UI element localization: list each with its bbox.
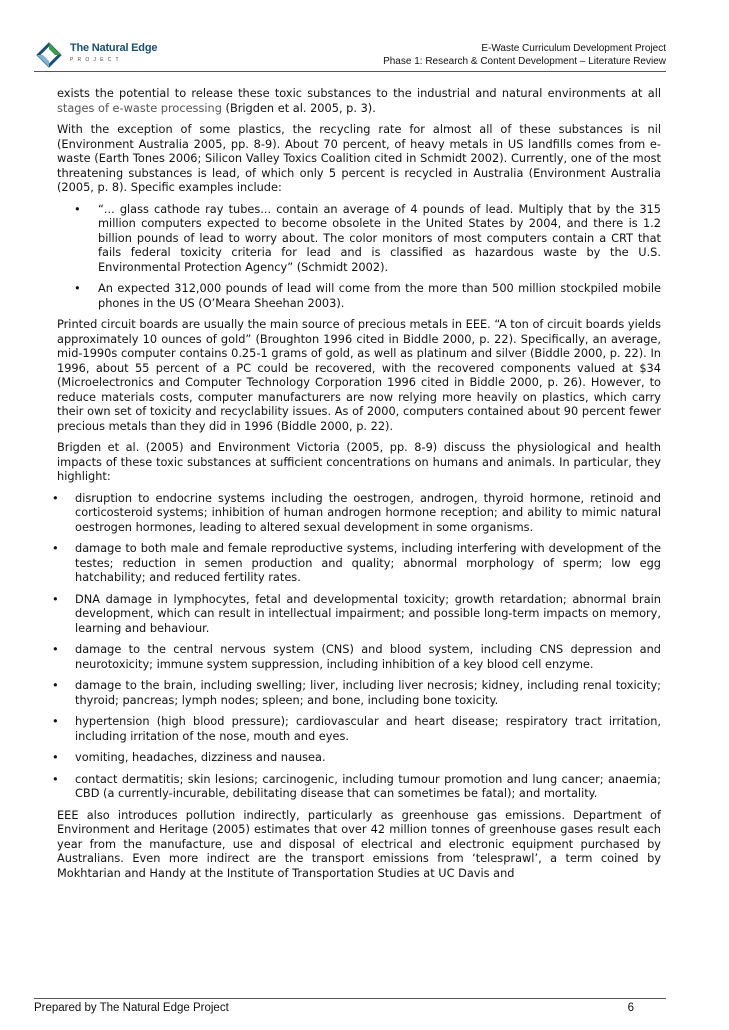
bullet-icon: • <box>52 642 59 656</box>
bullet-icon: • <box>74 281 81 295</box>
list-item-text: damage to the brain, including swelling; liver, including liver necrosis; kidney, including renal toxicity; thyroid; pancreas; lymph nodes; spleen; and bone, including bone toxicity. <box>75 678 661 707</box>
header-title-line-2: Phase 1: Research & Content Development – Literature Review <box>383 56 666 67</box>
header-title <box>383 42 666 68</box>
bullet-icon: • <box>52 591 59 606</box>
list-item-text: contact dermatitis; skin lesions; carcinogenic, including tumour promotion and lung cancer; anaemia; CBD (a currently-incurable, debilitating disease that can sometimes be fatal); and mortality. <box>75 771 661 800</box>
list-item <box>52 491 661 535</box>
document-body <box>52 86 661 887</box>
header-title-line-1: E-Waste Curriculum Development Project <box>481 43 666 54</box>
list-item <box>52 592 661 636</box>
paragraph-1-text: exists the potential to release these toxic substances to the industrial and natural environments at all <box>57 86 661 100</box>
paragraph-1-link-text: stages of e-waste processing <box>57 100 222 115</box>
footer-credit: Prepared by The Natural Edge Project <box>34 1002 229 1014</box>
list-item <box>52 714 661 743</box>
health-impacts-list <box>52 491 661 801</box>
paragraph-1-citation: (Brigden et al. 2005, p. 3). <box>221 100 376 115</box>
footer-divider <box>34 998 666 999</box>
list-item-text: An expected 312,000 pounds of lead will come from the more than 500 million stockpiled mobile phones in the US (O’Meara Sheehan 2003). <box>98 281 661 310</box>
list-item-text: damage to the central nervous system (CNS) and blood system, including CNS depression and neurotoxicity; immune system suppression, including inhibition of a key blood cell enzyme. <box>75 642 661 671</box>
bullet-icon: • <box>52 678 59 692</box>
examples-list <box>74 202 661 311</box>
list-item <box>74 202 661 275</box>
bullet-icon: • <box>52 750 59 764</box>
paragraph-4: Brigden et al. (2005) and Environment Victoria (2005, pp. 8-9) discuss the physiological and health impacts of these toxic substances at sufficient concentrations on humans and animals. In particular, they highlight: <box>57 440 661 483</box>
list-item-text: hypertension (high blood pressure); cardiovascular and heart disease; respiratory tract irritation, including irritation of the nose, mouth and eyes. <box>75 714 661 743</box>
bullet-icon: • <box>52 771 59 786</box>
list-item-text: damage to both male and female reproductive systems, including interfering with development of the testes; reduction in semen production and quality; abnormal morphology of sperm; low egg hatchability; and reduced fertility rates. <box>75 541 661 584</box>
page-number: 6 <box>627 1002 634 1014</box>
bullet-icon: • <box>52 714 59 728</box>
header-divider <box>34 71 666 72</box>
list-item <box>52 750 661 765</box>
list-item <box>74 281 661 310</box>
list-item <box>52 678 661 707</box>
paragraph-3: Printed circuit boards are usually the main source of precious metals in EEE. “A ton of circuit boards yields approximately 10 ounces of gold” (Broughton 1996 cited in Biddle 2000, p. 22). Specifically, an average, mid-1990s computer contains 0.25-1 grams of gold, as well as platinum and silver (Biddle 2000, p. 22). In 1996, about 55 percent of a PC could be recovered, with the recovered components valued at $34 (Microelectronics and Computer Technology Corporation 1996 cited in Biddle 2000, p. 26). However, to reduce materials costs, computer manufacturers are now relying more heavily on plastics, which carry their own set of toxicity and recyclability issues. As of 2000, computers contained about 90 percent fewer precious metals than they did in 1996 (Biddle 2000, p. 22). <box>57 317 661 433</box>
page-footer <box>34 998 666 1014</box>
logo-subtitle: PROJECT <box>70 57 123 63</box>
list-item <box>52 642 661 671</box>
list-item-text: disruption to endocrine systems including the oestrogen, androgen, thyroid hormone, retinoid and corticosteroid systems; inhibition of human androgen hormone reception; and ability to mimic natural oestrogen hormones, leading to altered sexual development in some organisms. <box>75 490 661 534</box>
page-header <box>34 38 666 72</box>
bullet-icon: • <box>52 490 59 505</box>
list-item-text: DNA damage in lymphocytes, fetal and developmental toxicity; growth retardation; abnormal brain development, which can result in intellectual impairment; and possible long-term impacts on memory, learning and behaviour. <box>75 591 661 635</box>
natural-edge-logo <box>34 38 194 72</box>
list-item-text: vomiting, headaches, dizziness and nausea. <box>75 750 326 764</box>
natural-edge-logo-icon <box>34 40 64 70</box>
paragraph-2: With the exception of some plastics, the recycling rate for almost all of these substances is nil (Environment Australia 2005, pp. 8-9). About 70 percent, of heavy metals in US landfills comes from e-waste (Earth Tones 2006; Silicon Valley Toxics Coalition cited in Schmidt 2002). Currently, one of the most threatening substances is lead, of which only 5 percent is recycled in Australia (Environment Australia (2005, p. 8). Specific examples include: <box>57 122 661 194</box>
list-item <box>52 772 661 801</box>
list-item <box>52 541 661 585</box>
paragraph-1 <box>57 86 661 115</box>
list-item-text: “... glass cathode ray tubes... contain an average of 4 pounds of lead. Multiply that by the 315 million computers expected to become obsolete in the United States by 2004, and there is 1.2 billion pounds of lead to worry about. The color monitors of most computers contain a CRT that fails federal toxicity criteria for lead and is classified as hazardous waste by the U.S. Environmental Protection Agency” (Schmidt 2002). <box>98 201 661 274</box>
paragraph-5: EEE also introduces pollution indirectly, particularly as greenhouse gas emissions. Department of Environment and Heritage (2005) estimates that over 42 million tonnes of greenhouse gases result each year from the manufacture, use and disposal of electrical and electronic equipment purchased by Australians. Even more indirect are the transport emissions from ‘telesprawl’, a term coined by Mokhtarian and Handy at the Institute of Transportation Studies at UC Davis and <box>57 807 661 880</box>
bullet-icon: • <box>52 541 59 555</box>
bullet-icon: • <box>74 201 81 216</box>
logo-name: The Natural Edge <box>70 42 158 54</box>
